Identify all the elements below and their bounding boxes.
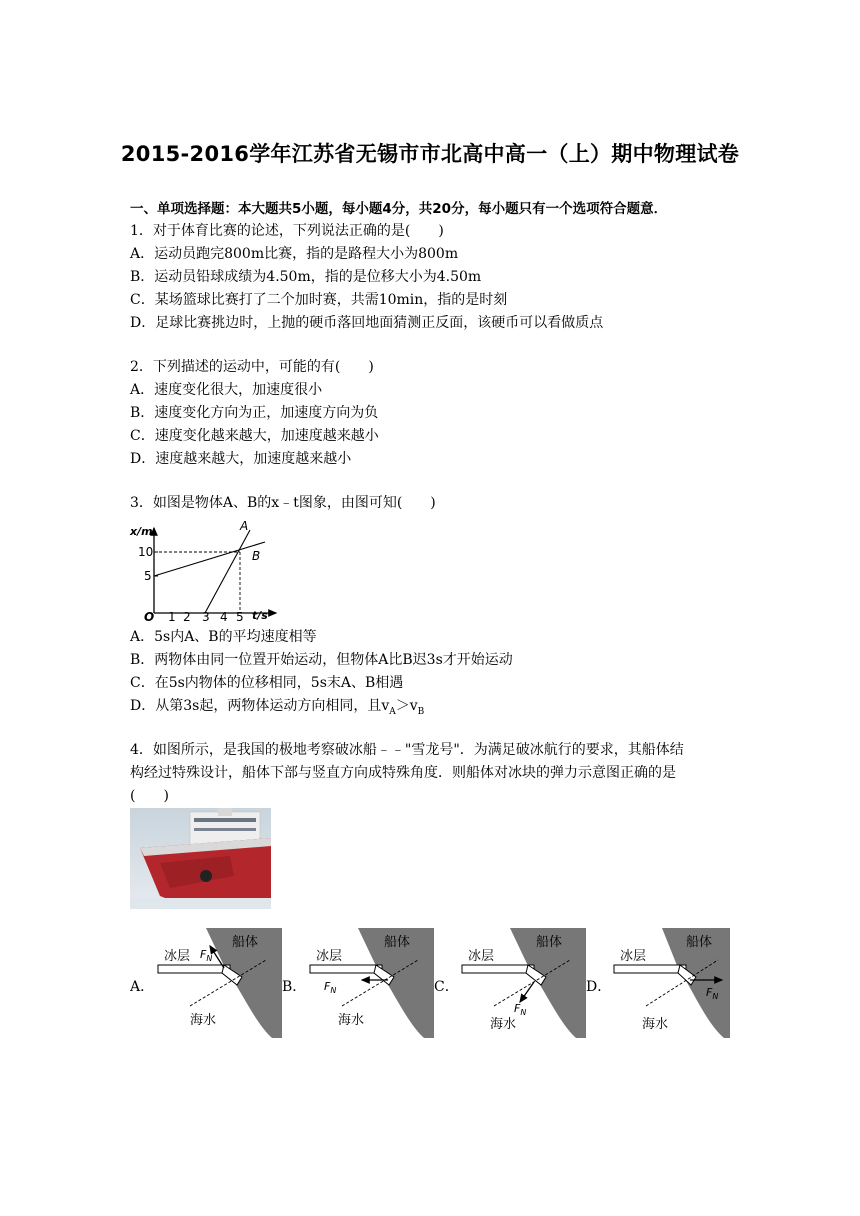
q2-option-b: B．速度变化方向为正，加速度方向为负 bbox=[130, 405, 379, 421]
svg-text:冰层: 冰层 bbox=[468, 949, 495, 964]
diagram-c bbox=[454, 928, 586, 1040]
svg-text:FN: $F_N$ bbox=[514, 1002, 527, 1017]
q4-option-c-letter: C． bbox=[434, 979, 459, 995]
y-tick-10: 10 bbox=[138, 545, 154, 559]
svg-text:冰层: 冰层 bbox=[620, 949, 647, 964]
x-tick-1: 1 bbox=[168, 610, 176, 622]
svg-text:FN: $F_N$ bbox=[200, 948, 213, 963]
svg-text:海水: 海水 bbox=[642, 1017, 669, 1032]
q3-option-c: C．在5s内物体的位移相同，5s末A、B相遇 bbox=[130, 675, 404, 691]
svg-text:冰层: 冰层 bbox=[164, 949, 191, 964]
x-axis-label: t/s bbox=[252, 609, 268, 622]
x-tick-4: 4 bbox=[220, 610, 228, 622]
icebreaker-photo bbox=[130, 808, 271, 909]
svg-text:船体: 船体 bbox=[232, 935, 259, 950]
svg-text:海水: 海水 bbox=[338, 1013, 365, 1028]
svg-text:海水: 海水 bbox=[190, 1013, 217, 1028]
q1-option-c: C．某场篮球比赛打了二个加时赛，共需10min，指的是时刻 bbox=[130, 292, 508, 308]
x-tick-2: 2 bbox=[183, 610, 191, 622]
svg-text:船体: 船体 bbox=[384, 935, 411, 950]
q3-stem: 3．如图是物体A、B的x﹣t图象，由图可知( ) bbox=[130, 495, 436, 511]
q2-option-a: A．速度变化很大，加速度很小 bbox=[130, 382, 323, 398]
q4-option-b-letter: B． bbox=[282, 979, 307, 995]
svg-text:海水: 海水 bbox=[490, 1017, 517, 1032]
q2-option-d: D．速度越来越大，加速度越来越小 bbox=[130, 451, 352, 467]
svg-text:FN: $F_N$ bbox=[324, 980, 337, 995]
page-title: 2015-2016学年江苏省无锡市市北高中高一（上）期中物理试卷 bbox=[120, 142, 740, 166]
q4-stem-line2: 构经过特殊设计，船体下部与竖直方向成特殊角度．则船体对冰块的弹力示意图正确的是 bbox=[130, 765, 676, 781]
q4-stem-line3: ( ) bbox=[130, 788, 169, 804]
y-tick-5: 5 bbox=[144, 569, 152, 583]
y-axis-label: x/m bbox=[130, 525, 153, 538]
q1-option-a: A．运动员跑完800m比赛，指的是路程大小为800m bbox=[130, 246, 459, 262]
q3-option-d: D．从第3s起，两物体运动方向相同，且$v_A>v_B$ bbox=[130, 698, 425, 717]
q1-option-d: D．足球比赛挑边时，上抛的硬币落回地面猜测正反面，该硬币可以看做质点 bbox=[130, 315, 604, 331]
q3-option-a: A．5s内A、B的平均速度相等 bbox=[130, 629, 317, 645]
origin-label: O bbox=[144, 610, 155, 622]
svg-text:冰层: 冰层 bbox=[316, 949, 343, 964]
x-tick-3: 3 bbox=[202, 610, 210, 622]
q4-option-a-letter: A． bbox=[130, 979, 155, 995]
x-tick-5: 5 bbox=[236, 610, 244, 622]
q2-stem: 2．下列描述的运动中，可能的有( ) bbox=[130, 359, 374, 375]
line-b-label: B bbox=[252, 549, 261, 563]
diagram-a bbox=[150, 928, 282, 1040]
q3-option-b: B．两物体由同一位置开始运动，但物体A比B迟3s才开始运动 bbox=[130, 652, 513, 668]
line-a bbox=[205, 530, 250, 613]
xt-graph bbox=[128, 518, 288, 622]
svg-text:FN: $F_N$ bbox=[706, 986, 719, 1001]
svg-text:船体: 船体 bbox=[536, 935, 563, 950]
q1-stem: 1．对于体育比赛的论述，下列说法正确的是( ) bbox=[130, 223, 444, 239]
q4-option-d-letter: D． bbox=[586, 979, 612, 995]
q2-option-c: C．速度变化越来越大，加速度越来越小 bbox=[130, 428, 379, 444]
line-a-label: A bbox=[240, 519, 249, 533]
diagram-b bbox=[302, 928, 434, 1040]
q1-option-b: B．运动员铅球成绩为4.50m，指的是位移大小为4.50m bbox=[130, 269, 482, 285]
svg-text:船体: 船体 bbox=[686, 935, 713, 950]
diagram-d bbox=[606, 928, 730, 1040]
line-b bbox=[154, 542, 265, 576]
section-heading: 一、单项选择题：本大题共5小题，每小题4分，共20分，每小题只有一个选项符合题意． bbox=[130, 201, 668, 217]
q4-stem-line1: 4．如图所示，是我国的极地考察破冰船﹣﹣"雪龙号"．为满足破冰航行的要求，其船体结 bbox=[130, 742, 684, 758]
